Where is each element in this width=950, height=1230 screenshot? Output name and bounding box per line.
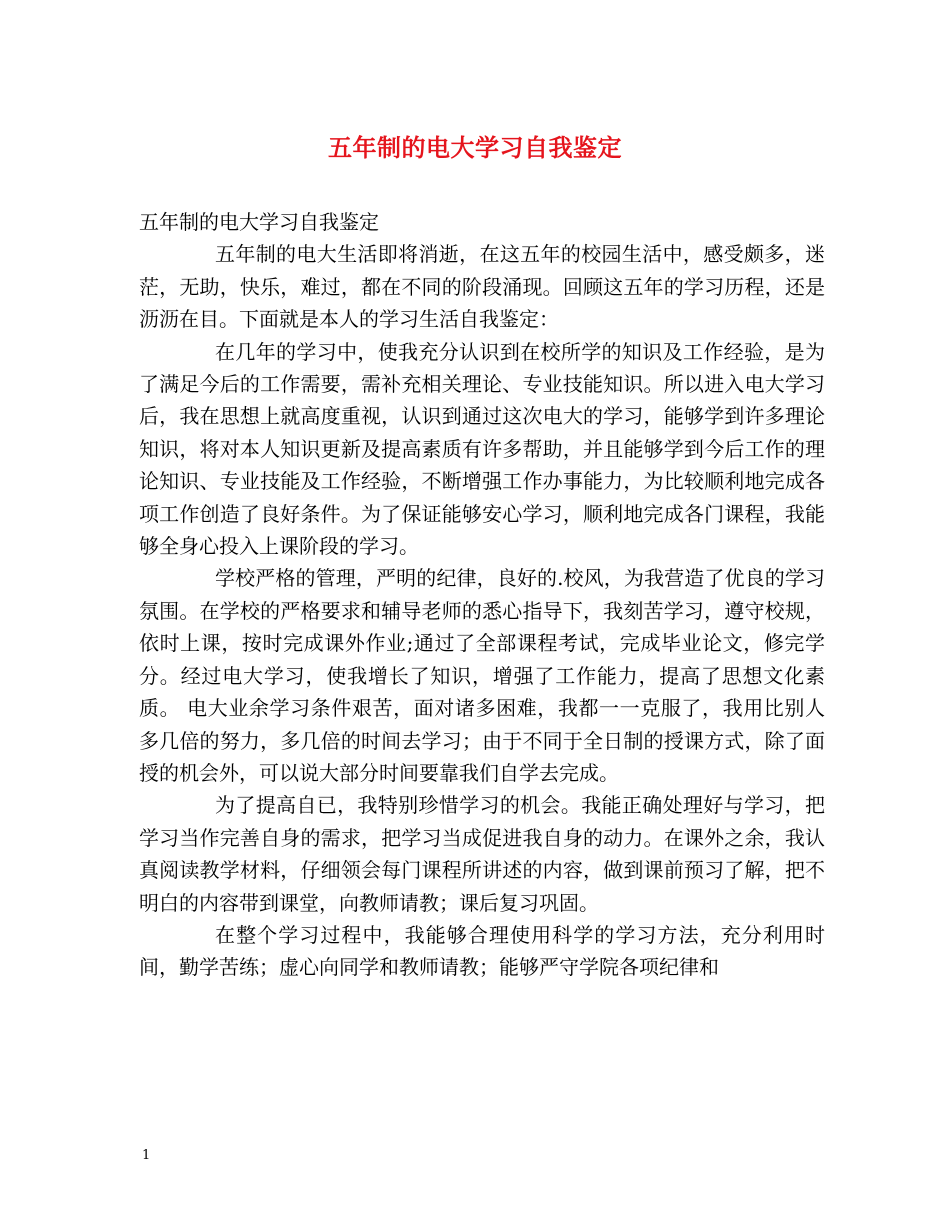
document-body [139,206,825,984]
paragraph-4: 为了提高自已，我特别珍惜学习的机会。我能正确处理好与学习，把学习当作完善自身的需求，把学习当成促进我自身的动力。在课外之余，我认真阅读教学材料，仔细领会每门课程所讲述的内容，做到课前预习了解，把不明白的内容带到课堂，向教师请教；课后复习巩固。 [139,793,825,915]
document-subtitle: 五年制的电大学习自我鉴定 [139,210,379,234]
page-number: 1 [142,1148,151,1163]
document-title: 五年制的电大学习自我鉴定 [328,133,622,162]
paragraph-1: 五年制的电大生活即将消逝，在这五年的校园生活中，感受颇多，迷茫，无助，快乐，难过，都在不同的阶段涌现。回顾这五年的学习历程，还是沥沥在目。下面就是本人的学习生活自我鉴定： [139,242,825,332]
paragraph-3: 学校严格的管理，严明的纪律，良好的.校风，为我营造了优良的学习氛围。在学校的严格要求和辅导老师的悉心指导下，我刻苦学习，遵守校规，依时上课，按时完成课外作业;通过了全部课程考试，完成毕业论文，修完学分。经过电大学习，使我增长了知识，增强了工作能力，提高了思想文化素质。 电大业余学习条件艰苦，面对诸多困难，我都一一克服了，我用比别人多几倍的努力，多几倍的时间去学习；由于不同于全日制的授课方式，除了面授的机会外，可以说大部分时间要靠我们自学去完成。 [139,566,825,785]
paragraph-5: 在整个学习过程中，我能够合理使用科学的学习方法，充分利用时间，勤学苦练；虚心向同学和教师请教；能够严守学院各项纪律和 [139,922,825,980]
paragraph-2: 在几年的学习中，使我充分认识到在校所学的知识及工作经验，是为了满足今后的工作需要，需补充相关理论、专业技能知识。所以进入电大学习后，我在思想上就高度重视，认识到通过这次电大的学习，能够学到许多理论知识，将对本人知识更新及提高素质有许多帮助，并且能够学到今后工作的理论知识、专业技能及工作经验，不断增强工作办事能力，为比较顺利地完成各项工作创造了良好条件。为了保证能够安心学习，顺利地完成各门课程，我能够全身心投入上课阶段的学习。 [139,339,825,559]
